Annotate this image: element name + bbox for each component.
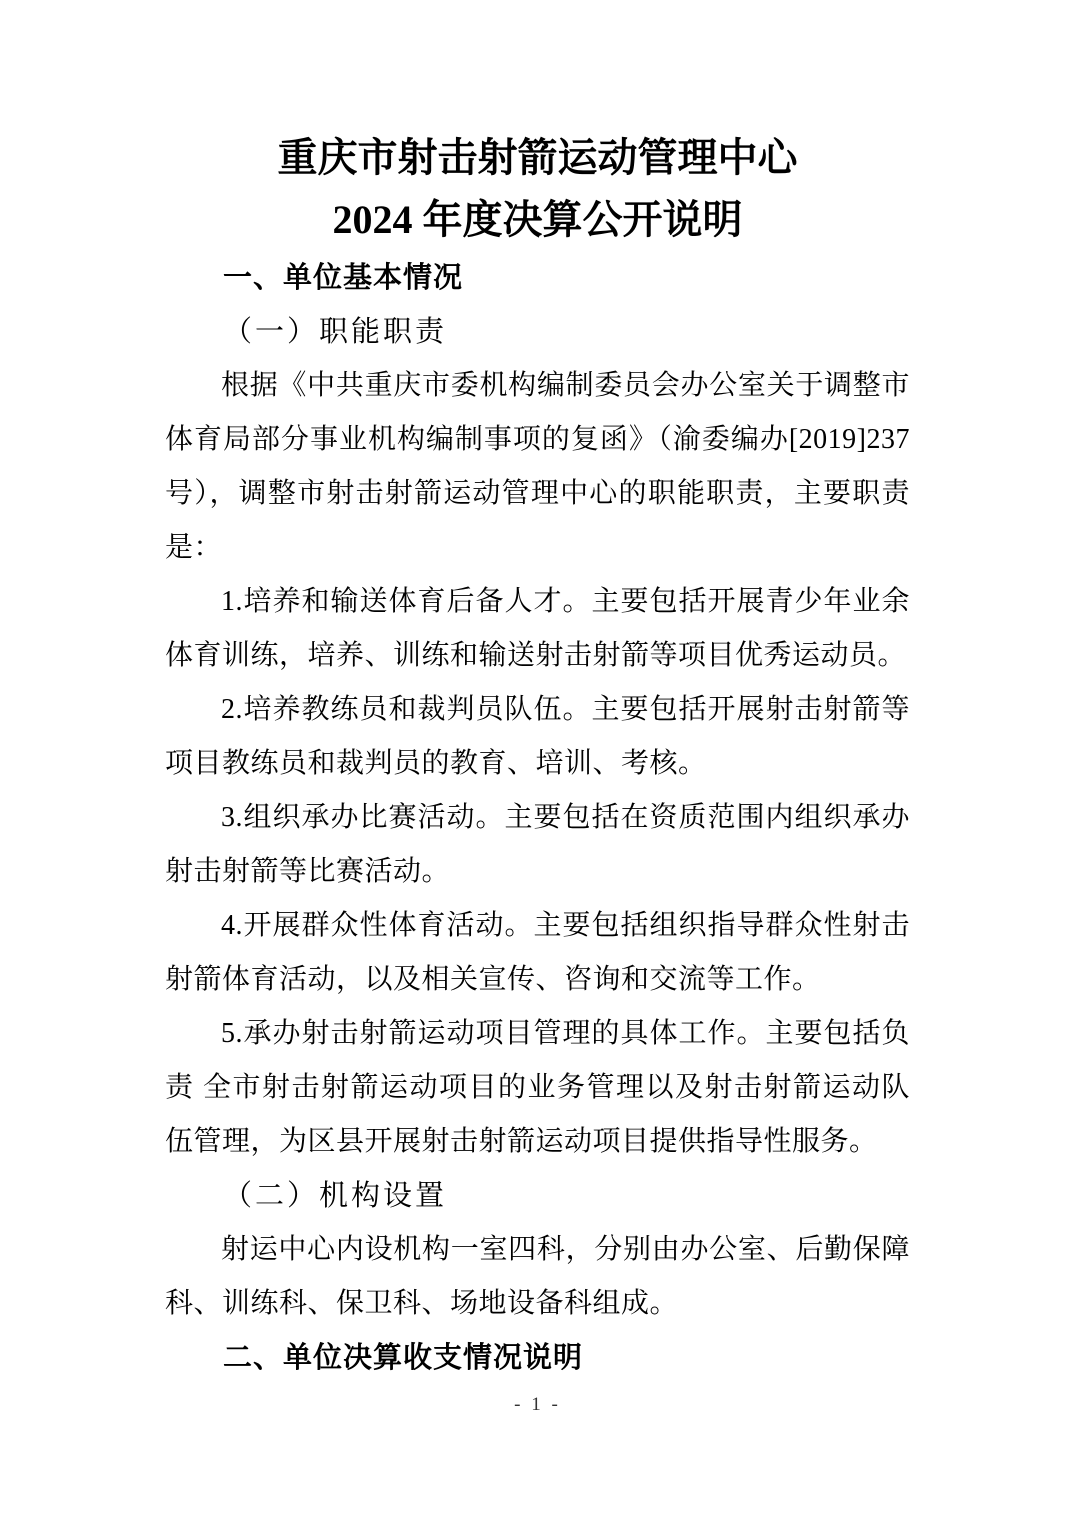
paragraph-duty-5: 5.承办射击射箭运动项目管理的具体工作。主要包括负责 全市射击射箭运动项目的业务管理以及射击射箭运动队伍管理，为区县开展射击射箭运动项目提供指导性服务。 bbox=[165, 1018, 910, 1157]
paragraph-duties-basis: 根据《中共重庆市委机构编制委员会办公室关于调整市体育局部分事业机构编制事项的复函》（渝委编办[2019]237号），调整市射击射箭运动管理中心的职能职责，主要职责是： bbox=[165, 370, 910, 563]
paragraph-org-structure: 射运中心内设机构一室四科，分别由办公室、后勤保障科、训练科、保卫科、场地设备科组成。 bbox=[165, 1234, 910, 1319]
document-content bbox=[165, 127, 910, 1385]
paragraph-duty-1: 1.培养和输送体育后备人才。主要包括开展青少年业余体育训练，培养、训练和输送射击射箭等项目优秀运动员。 bbox=[165, 586, 910, 671]
section-heading-basic-info: 一、单位基本情况 bbox=[223, 262, 464, 294]
page-number: - 1 - bbox=[514, 1394, 561, 1415]
paragraph-duty-4: 4.开展群众性体育活动。主要包括组织指导群众性射击射箭体育活动，以及相关宣传、咨询和交流等工作。 bbox=[165, 910, 910, 995]
subsection-heading-org-structure: （二）机构设置 bbox=[223, 1180, 448, 1212]
paragraph-duty-3: 3.组织承办比赛活动。主要包括在资质范围内组织承办射击射箭等比赛活动。 bbox=[165, 802, 910, 887]
paragraph-duty-2: 2.培养教练员和裁判员队伍。主要包括开展射击射箭等项目教练员和裁判员的教育、培训、考核。 bbox=[165, 694, 910, 779]
document-title-line-1: 重庆市射击射箭运动管理中心 bbox=[277, 135, 798, 180]
section-heading-budget-statement: 二、单位决算收支情况说明 bbox=[223, 1342, 584, 1374]
document-title-line-2: 2024 年度决算公开说明 bbox=[332, 197, 743, 242]
subsection-heading-duties: （一）职能职责 bbox=[223, 316, 448, 348]
